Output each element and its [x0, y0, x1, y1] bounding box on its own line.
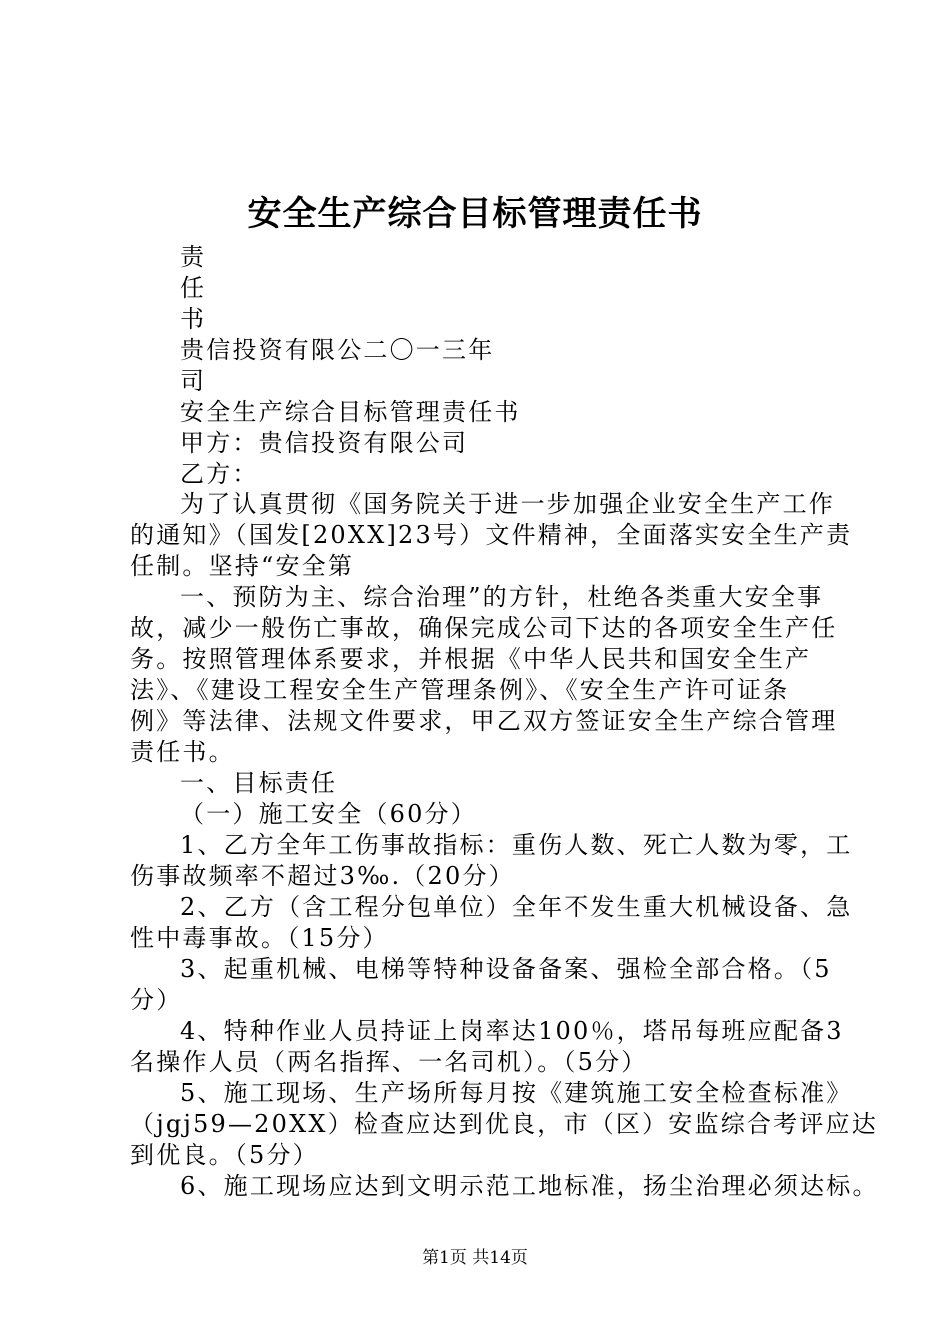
body-line: 分） [130, 986, 183, 1014]
body-line: 名操作人员（两名指挥、一名司机）。（5分） [130, 1048, 648, 1076]
cover-line: 安全生产综合目标管理责任书 [180, 398, 521, 426]
body-line: 故，减少一般伤亡事故，确保完成公司下达的各项安全生产任 [130, 614, 838, 642]
body-line: 2、乙方（含工程分包单位）全年不发生重大机械设备、急 [180, 893, 853, 921]
body-line: 到优良。（5分） [130, 1141, 319, 1169]
body-line: 1、乙方全年工伤事故指标：重伤人数、死亡人数为零，工 [180, 831, 853, 859]
body-line: 的通知》（国发[20XX]23号）文件精神，全面落实安全生产责 [130, 521, 853, 549]
cover-line: 乙方： [180, 460, 259, 488]
body-line: （jgj59—20XX）检查应达到优良，市（区）安监综合考评应达 [130, 1110, 878, 1138]
cover-line: 任 [180, 274, 207, 302]
cover-line: 甲方：贵信投资有限公司 [180, 429, 469, 457]
body-line: 6、施工现场应达到文明示范工地标准，扬尘治理必须达标。 [180, 1172, 879, 1200]
cover-line: 司 [180, 367, 207, 395]
body-line: 5、施工现场、生产场所每月按《建筑施工安全检查标准》 [180, 1079, 853, 1107]
subsection-heading: （一）施工安全（60分） [180, 800, 477, 828]
cover-line: 贵信投资有限公二〇一三年 [180, 336, 495, 364]
body-line: 务。按照管理体系要求，并根据《中华人民共和国安全生产 [130, 645, 812, 673]
section-heading: 一、目标责任 [180, 769, 338, 797]
body-line: 3、起重机械、电梯等特种设备备案、强检全部合格。（5 [180, 955, 832, 983]
body-line: 责任书。 [130, 738, 235, 766]
body-line: 4、特种作业人员持证上岗率达100％，塔吊每班应配备3 [180, 1017, 844, 1045]
body-line: 性中毒事故。（15分） [130, 924, 389, 952]
body-line: 一、预防为主、综合治理”的方针，杜绝各类重大安全事 [180, 583, 824, 611]
page-footer: 第1页 共14页 [422, 1248, 528, 1268]
body-line: 例》等法律、法规文件要求，甲乙双方签证安全生产综合管理 [130, 707, 838, 735]
body-line: 伤事故频率不超过3‰.（20分） [130, 862, 515, 890]
cover-line: 书 [180, 305, 207, 333]
document-title: 安全生产综合目标管理责任书 [247, 194, 703, 234]
body-line: 任制。坚持“安全第 [130, 552, 355, 580]
body-line: 为了认真贯彻《国务院关于进一步加强企业安全生产工作 [180, 490, 835, 518]
body-line: 法》、《建设工程安全生产管理条例》、《安全生产许可证条 [130, 676, 790, 704]
cover-line: 责 [180, 243, 207, 271]
